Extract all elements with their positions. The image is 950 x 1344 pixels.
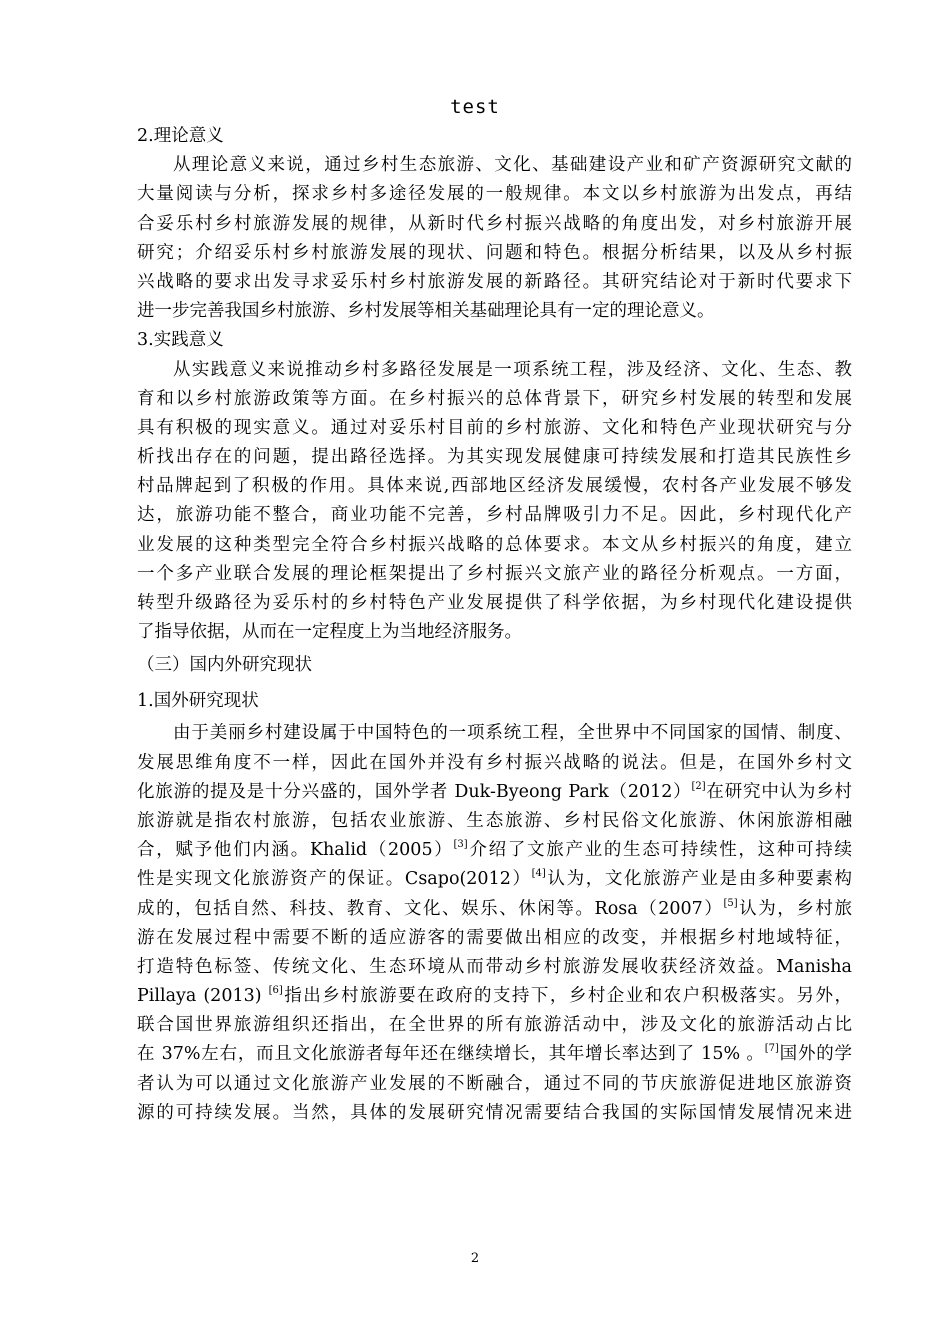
page-header-title: test xyxy=(450,96,500,118)
paragraph-practical-significance xyxy=(137,356,852,648)
paragraph-line: 转型升级路径为妥乐村的乡村特色产业发展提供了科学依据，为乡村现代化建设提供 xyxy=(137,593,852,613)
paragraph-line: 从实践意义来说推动乡村多路径发展是一项系统工程，涉及经济、文化、生态、教 xyxy=(173,359,852,380)
line-text: 国外的学 xyxy=(778,1044,853,1065)
line-text: 在 37%左右，而且文化旅游者每年还在继续增长，其年增长率达到了 15% 。 xyxy=(137,1044,765,1065)
paragraph-line: 旅游就是指农村旅游，包括农业旅游、生态旅游、乡村民俗文化旅游、休闲旅游相融 xyxy=(137,810,852,831)
section-heading-foreign-research: 1.国外研究现状 xyxy=(137,691,259,712)
paragraph-line xyxy=(137,865,852,894)
line-text: 合，赋予他们内涵。Khalid（2005） xyxy=(137,840,454,861)
paragraph-line: 具有积极的现实意义。通过对妥乐村目前的乡村旅游、文化和特色产业现状研究与分 xyxy=(137,417,852,438)
paragraph-line: 发展思维角度不一样，因此在国外并没有乡村振兴战略的说法。但是，在国外乡村文 xyxy=(137,752,852,773)
citation-superscript: [3] xyxy=(453,839,468,851)
paragraph-line: 游在发展过程中需要不断的适应游客的需要做出相应的改变，并根据乡村地域特征， xyxy=(137,927,852,948)
page-number: 2 xyxy=(470,1251,480,1266)
paragraph-line: 从理论意义来说，通过乡村生态旅游、文化、基础建设产业和矿产资源研究文献的 xyxy=(173,155,852,176)
paragraph-foreign-research xyxy=(137,719,852,1128)
line-text: 介绍了文旅产业的生态可持续性，这种可持续 xyxy=(467,840,852,861)
paragraph-line: 进一步完善我国乡村旅游、乡村发展等相关基础理论具有一定的理论意义。 xyxy=(137,301,715,322)
line-text: 在研究中认为乡村 xyxy=(705,781,852,802)
paragraph-theoretical-significance xyxy=(137,151,852,326)
paragraph-line: 村品牌起到了积极的作用。具体来说,西部地区经济发展缓慢，农村各产业发展不够发 xyxy=(137,476,852,497)
paragraph-line: 联合国世界旅游组织还指出，在全世界的所有旅游活动中，涉及文化的旅游活动占比 xyxy=(137,1015,852,1036)
citation-superscript: [2] xyxy=(691,780,706,792)
paragraph-line: 打造特色标签、传统文化、生态环境从而带动乡村旅游发展收获经济效益。Manisha xyxy=(137,956,852,977)
paragraph-line: 兴战略的要求出发寻求妥乐村乡村旅游发展的新路径。其研究结论对于新时代要求下 xyxy=(137,271,852,292)
paragraph-line: 育和以乡村旅游政策等方面。在乡村振兴的总体背景下，研究乡村发展的转型和发展 xyxy=(137,388,852,409)
paragraph-line: 研究；介绍妥乐村乡村旅游发展的现状、问题和特色。根据分析结果，以及从乡村振 xyxy=(137,242,852,263)
paragraph-line: 者认为可以通过文化旅游产业发展的不断融合，通过不同的节庆旅游促进地区旅游资 xyxy=(137,1073,852,1094)
document-body xyxy=(137,122,852,1128)
line-text: 认为，乡村旅 xyxy=(737,898,852,919)
paragraph-line: 大量阅读与分析，探求乡村多途径发展的一般规律。本文以乡村旅游为出发点，再结 xyxy=(137,184,852,205)
citation-superscript: [5] xyxy=(723,897,738,909)
line-text: 化旅游的提及是十分兴盛的，国外学者 Duk-Byeong Park（2012） xyxy=(137,781,692,802)
section-heading-practical-significance: 3.实践意义 xyxy=(137,330,224,351)
section-heading-theoretical-significance: 2.理论意义 xyxy=(137,126,224,146)
paragraph-line xyxy=(137,982,852,1011)
citation-superscript: [6] xyxy=(268,985,283,997)
citation-superscript: [7] xyxy=(764,1043,779,1055)
citation-superscript: [4] xyxy=(531,868,546,880)
line-text: Pillaya (2013) xyxy=(137,986,269,1007)
paragraph-line: 一个多产业联合发展的理论框架提出了乡村振兴文旅产业的路径分析观点。一方面， xyxy=(137,563,852,584)
line-text: 成的，包括自然、科技、教育、文化、娱乐、休闲等。Rosa（2007） xyxy=(137,898,724,919)
paragraph-line xyxy=(137,836,852,865)
paragraph-line: 由于美丽乡村建设属于中国特色的一项系统工程，全世界中不同国家的国情、制度、 xyxy=(173,723,852,744)
section-heading-research-status: （三）国内外研究现状 xyxy=(137,655,312,676)
paragraph-line xyxy=(137,1040,852,1069)
paragraph-line: 业发展的这种类型完全符合乡村振兴战略的总体要求。本文从乡村振兴的角度，建立 xyxy=(137,534,852,555)
line-text: 指出乡村旅游要在政府的支持下，乡村企业和农户积极落实。另外， xyxy=(282,986,853,1007)
paragraph-line: 源的可持续发展。当然，具体的发展研究情况需要结合我国的实际国情发展情况来进 xyxy=(137,1102,852,1123)
paragraph-line xyxy=(137,778,852,807)
paragraph-line xyxy=(137,895,852,924)
paragraph-line: 合妥乐村乡村旅游发展的规律，从新时代乡村振兴战略的角度出发，对乡村旅游开展 xyxy=(137,213,852,234)
paragraph-line: 了指导依据，从而在一定程度上为当地经济服务。 xyxy=(137,622,522,643)
paragraph-line: 达，旅游功能不整合，商业功能不完善，乡村品牌吸引力不足。因此，乡村现代化产 xyxy=(137,505,852,526)
line-text: 性是实现文化旅游资产的保证。Csapo(2012） xyxy=(137,869,532,890)
paragraph-line: 析找出存在的问题，提出路径选择。为其实现发展健康可持续发展和打造其民族性乡 xyxy=(137,447,852,468)
line-text: 认为，文化旅游产业是由多种要素构 xyxy=(545,869,853,890)
